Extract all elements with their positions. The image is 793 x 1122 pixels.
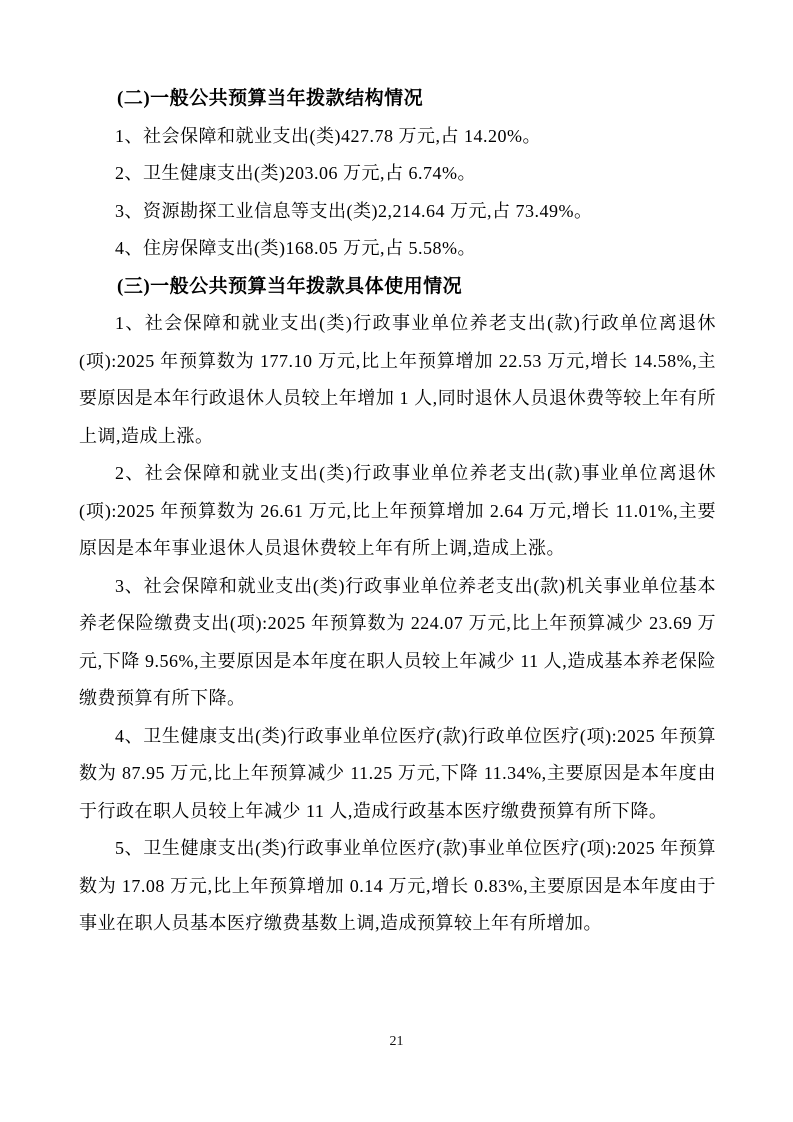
page-number: 21 [389,1034,404,1049]
section-3-heading: (三)一般公共预算当年拨款具体使用情况 [117,275,463,297]
section-3-paragraph-1: 1、社会保障和就业支出(类)行政事业单位养老支出(款)行政单位离退休(项):2025 年预算数为 177.10 万元,比上年预算增加 22.53 万元,增长 14.58%,主要原因是本年行政退休人员较上年增加 1 人,同时退休人员退休费等较上年有所上调,造成上涨。 [79,313,716,446]
section-3-paragraph-2: 2、社会保障和就业支出(类)行政事业单位养老支出(款)事业单位离退休(项):2025 年预算数为 26.61 万元,比上年预算增加 2.64 万元,增长 11.01%,主要原因是本年事业退休人员退休费较上年有所上调,造成上涨。 [79,463,716,558]
section-2-item-4: 4、住房保障支出(类)168.05 万元,占 5.58%。 [115,238,476,258]
section-2-item-3: 3、资源勘探工业信息等支出(类)2,214.64 万元,占 73.49%。 [115,200,593,221]
section-2-item-2: 2、卫生健康支出(类)203.06 万元,占 6.74%。 [115,163,476,183]
section-3-paragraph-4: 4、卫生健康支出(类)行政事业单位医疗(款)行政单位医疗(项):2025 年预算数为 87.95 万元,比上年预算减少 11.25 万元,下降 11.34%,主要原因是本年度由于行政在职人员较上年减少 11 人,造成行政基本医疗缴费预算有所下降。 [79,725,716,821]
section-3-paragraph-5: 5、卫生健康支出(类)行政事业单位医疗(款)事业单位医疗(项):2025 年预算数为 17.08 万元,比上年预算增加 0.14 万元,增长 0.83%,主要原因是本年度由于事业在职人员基本医疗缴费基数上调,造成预算较上年有所增加。 [79,838,716,933]
section-2-heading: (二)一般公共预算当年拨款结构情况 [117,88,424,109]
section-3-paragraph-3: 3、社会保障和就业支出(类)行政事业单位养老支出(款)机关事业单位基本养老保险缴费支出(项):2025 年预算数为 224.07 万元,比上年预算减少 23.69 万元,下降 9.56%,主要原因是本年度在职人员较上年减少 11 人,造成基本养老保险缴费预算有所下降。 [79,575,716,708]
document-content [79,80,716,943]
section-2-item-1: 1、社会保障和就业支出(类)427.78 万元,占 14.20%。 [115,125,541,146]
